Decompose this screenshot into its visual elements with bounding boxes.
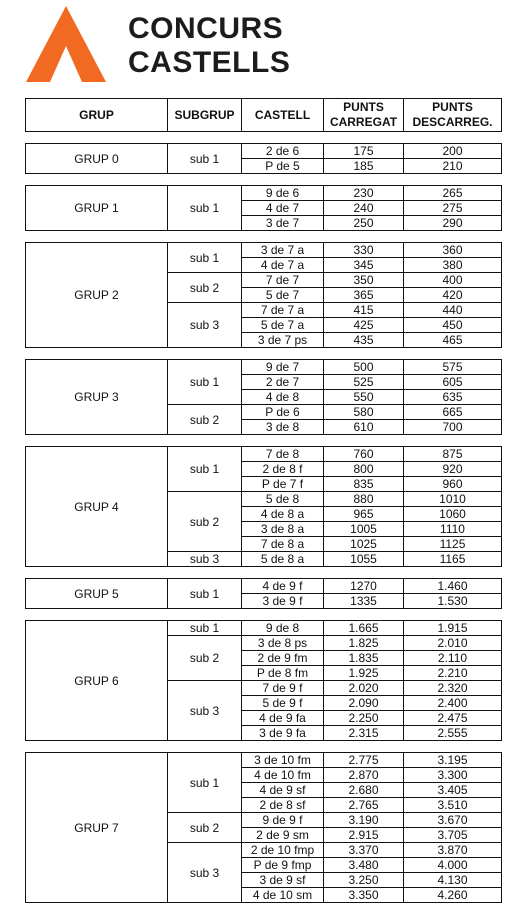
- punts-descarreg-cell: 1.460: [404, 579, 502, 594]
- punts-carregat-cell: 525: [324, 375, 404, 390]
- punts-carregat-cell: 835: [324, 477, 404, 492]
- header-punts-descarreg: PUNTS DESCARREG.: [404, 99, 502, 132]
- punts-carregat-cell: 1.925: [324, 666, 404, 681]
- punts-carregat-cell: 415: [324, 303, 404, 318]
- punts-carregat-cell: 1270: [324, 579, 404, 594]
- castell-cell: 7 de 8: [242, 447, 324, 462]
- punts-descarreg-cell: 1.915: [404, 621, 502, 636]
- spacer-cell: [26, 348, 502, 360]
- punts-descarreg-cell: 920: [404, 462, 502, 477]
- punts-carregat-cell: 1.835: [324, 651, 404, 666]
- castell-cell: 7 de 8 a: [242, 537, 324, 552]
- subgroup-cell: sub 3: [168, 843, 242, 903]
- punts-carregat-cell: 3.250: [324, 873, 404, 888]
- punts-descarreg-cell: 4.000: [404, 858, 502, 873]
- punts-carregat-cell: 580: [324, 405, 404, 420]
- punts-descarreg-cell: 420: [404, 288, 502, 303]
- logo-text-line1: CONCURS: [128, 12, 284, 45]
- punts-carregat-cell: 800: [324, 462, 404, 477]
- spacer-cell: [26, 609, 502, 621]
- punts-carregat-cell: 3.370: [324, 843, 404, 858]
- castell-cell: 5 de 9 f: [242, 696, 324, 711]
- castell-cell: 7 de 9 f: [242, 681, 324, 696]
- castell-cell: 2 de 6: [242, 144, 324, 159]
- castell-cell: 2 de 8 sf: [242, 798, 324, 813]
- punts-carregat-cell: 2.870: [324, 768, 404, 783]
- group-name-cell: GRUP 2: [26, 243, 168, 348]
- castell-cell: 4 de 8: [242, 390, 324, 405]
- punts-descarreg-cell: 4.130: [404, 873, 502, 888]
- punts-carregat-cell: 1.665: [324, 621, 404, 636]
- castell-cell: 3 de 8 ps: [242, 636, 324, 651]
- table-row: [26, 360, 502, 375]
- punts-carregat-cell: 435: [324, 333, 404, 348]
- punts-descarreg-cell: 1060: [404, 507, 502, 522]
- subgroup-cell: sub 3: [168, 681, 242, 741]
- subgroup-cell: sub 2: [168, 813, 242, 843]
- subgroup-cell: sub 3: [168, 303, 242, 348]
- castell-cell: 3 de 7 ps: [242, 333, 324, 348]
- castell-cell: 7 de 7: [242, 273, 324, 288]
- punts-carregat-cell: 250: [324, 216, 404, 231]
- spacer-cell: [26, 567, 502, 579]
- punts-descarreg-cell: 380: [404, 258, 502, 273]
- punts-descarreg-cell: 700: [404, 420, 502, 435]
- punts-descarreg-cell: 3.705: [404, 828, 502, 843]
- castell-cell: 5 de 7 a: [242, 318, 324, 333]
- logo-triangle-icon: [26, 6, 106, 82]
- punts-carregat-cell: 230: [324, 186, 404, 201]
- punts-descarreg-cell: 210: [404, 159, 502, 174]
- punts-descarreg-cell: 2.320: [404, 681, 502, 696]
- castell-cell: 3 de 9 fa: [242, 726, 324, 741]
- punts-descarreg-cell: 2.400: [404, 696, 502, 711]
- group-spacer: [26, 174, 502, 186]
- punts-carregat-cell: 2.090: [324, 696, 404, 711]
- punts-carregat-cell: 500: [324, 360, 404, 375]
- subgroup-cell: sub 1: [168, 621, 242, 636]
- punts-descarreg-cell: 875: [404, 447, 502, 462]
- subgroup-cell: sub 2: [168, 405, 242, 435]
- castell-cell: P de 7 f: [242, 477, 324, 492]
- punts-descarreg-cell: 400: [404, 273, 502, 288]
- punts-descarreg-cell: 3.510: [404, 798, 502, 813]
- punts-descarreg-cell: 3.405: [404, 783, 502, 798]
- punts-carregat-cell: 1055: [324, 552, 404, 567]
- punts-descarreg-cell: 450: [404, 318, 502, 333]
- castell-cell: P de 6: [242, 405, 324, 420]
- group-name-cell: GRUP 0: [26, 144, 168, 174]
- castell-cell: 4 de 7 a: [242, 258, 324, 273]
- logo-text-line2: CASTELLS: [128, 46, 291, 79]
- subgroup-cell: sub 1: [168, 186, 242, 231]
- castell-cell: 2 de 9 sm: [242, 828, 324, 843]
- punts-descarreg-cell: 2.475: [404, 711, 502, 726]
- table-row: [26, 447, 502, 462]
- group-spacer: [26, 741, 502, 753]
- punts-descarreg-cell: 3.670: [404, 813, 502, 828]
- castell-cell: 4 de 9 sf: [242, 783, 324, 798]
- punts-carregat-cell: 330: [324, 243, 404, 258]
- punts-descarreg-cell: 665: [404, 405, 502, 420]
- punts-descarreg-cell: 290: [404, 216, 502, 231]
- castell-cell: P de 5: [242, 159, 324, 174]
- punts-descarreg-cell: 3.870: [404, 843, 502, 858]
- group-spacer: [26, 567, 502, 579]
- castell-cell: 3 de 7 a: [242, 243, 324, 258]
- castell-cell: 2 de 7: [242, 375, 324, 390]
- castell-cell: 4 de 10 fm: [242, 768, 324, 783]
- punts-carregat-cell: 1025: [324, 537, 404, 552]
- punts-descarreg-cell: 1.530: [404, 594, 502, 609]
- punts-carregat-cell: 365: [324, 288, 404, 303]
- punts-descarreg-cell: 1165: [404, 552, 502, 567]
- castell-cell: 2 de 9 fm: [242, 651, 324, 666]
- punts-descarreg-cell: 360: [404, 243, 502, 258]
- castell-cell: 9 de 8: [242, 621, 324, 636]
- punts-descarreg-cell: 200: [404, 144, 502, 159]
- spacer-cell: [26, 435, 502, 447]
- punts-descarreg-cell: 4.260: [404, 888, 502, 903]
- punts-carregat-cell: 3.350: [324, 888, 404, 903]
- group-name-cell: GRUP 3: [26, 360, 168, 435]
- punts-carregat-cell: 175: [324, 144, 404, 159]
- table-row: [26, 243, 502, 258]
- punts-carregat-cell: 2.250: [324, 711, 404, 726]
- punts-carregat-cell: 760: [324, 447, 404, 462]
- punts-descarreg-cell: 275: [404, 201, 502, 216]
- punts-carregat-cell: 550: [324, 390, 404, 405]
- castell-cell: 3 de 8 a: [242, 522, 324, 537]
- spacer-cell: [26, 132, 502, 144]
- group-spacer: [26, 435, 502, 447]
- castell-cell: 9 de 9 f: [242, 813, 324, 828]
- castell-cell: 5 de 8 a: [242, 552, 324, 567]
- castell-cell: 4 de 9 fa: [242, 711, 324, 726]
- castell-cell: 3 de 10 fm: [242, 753, 324, 768]
- group-spacer: [26, 231, 502, 243]
- castell-cell: 2 de 10 fmp: [242, 843, 324, 858]
- punts-descarreg-cell: 635: [404, 390, 502, 405]
- castell-cell: 4 de 7: [242, 201, 324, 216]
- punts-carregat-cell: 610: [324, 420, 404, 435]
- punts-descarreg-cell: 2.210: [404, 666, 502, 681]
- table-row: [26, 621, 502, 636]
- punts-carregat-cell: 350: [324, 273, 404, 288]
- punts-descarreg-cell: 605: [404, 375, 502, 390]
- group-name-cell: GRUP 5: [26, 579, 168, 609]
- castell-cell: 4 de 8 a: [242, 507, 324, 522]
- castell-cell: 2 de 8 f: [242, 462, 324, 477]
- spacer-cell: [26, 231, 502, 243]
- punts-carregat-cell: 425: [324, 318, 404, 333]
- castell-cell: 3 de 7: [242, 216, 324, 231]
- subgroup-cell: sub 3: [168, 552, 242, 567]
- punts-carregat-cell: 880: [324, 492, 404, 507]
- punts-carregat-cell: 240: [324, 201, 404, 216]
- concurs-castells-logo: [26, 6, 291, 84]
- punts-descarreg-cell: 575: [404, 360, 502, 375]
- header-punts-carregat: PUNTS CARREGAT: [324, 99, 404, 132]
- group-name-cell: GRUP 7: [26, 753, 168, 903]
- punts-descarreg-cell: 2.010: [404, 636, 502, 651]
- group-name-cell: GRUP 6: [26, 621, 168, 741]
- table-row: [26, 186, 502, 201]
- subgroup-cell: sub 1: [168, 144, 242, 174]
- punts-descarreg-cell: 2.555: [404, 726, 502, 741]
- group-spacer: [26, 609, 502, 621]
- subgroup-cell: sub 2: [168, 492, 242, 552]
- punts-carregat-cell: 185: [324, 159, 404, 174]
- punts-carregat-cell: 3.480: [324, 858, 404, 873]
- punts-descarreg-cell: 1110: [404, 522, 502, 537]
- castell-cell: 3 de 8: [242, 420, 324, 435]
- subgroup-cell: sub 1: [168, 447, 242, 492]
- punts-carregat-cell: 3.190: [324, 813, 404, 828]
- castell-cell: 9 de 7: [242, 360, 324, 375]
- subgroup-cell: sub 1: [168, 243, 242, 273]
- spacer-cell: [26, 174, 502, 186]
- punts-carregat-cell: 1335: [324, 594, 404, 609]
- punts-carregat-cell: 965: [324, 507, 404, 522]
- subgroup-cell: sub 1: [168, 753, 242, 813]
- group-name-cell: GRUP 4: [26, 447, 168, 567]
- castell-cell: P de 9 fmp: [242, 858, 324, 873]
- punts-descarreg-cell: 1125: [404, 537, 502, 552]
- castell-cell: 4 de 10 sm: [242, 888, 324, 903]
- punts-carregat-cell: 2.765: [324, 798, 404, 813]
- subgroup-cell: sub 1: [168, 579, 242, 609]
- table-row: [26, 753, 502, 768]
- punts-carregat-cell: 345: [324, 258, 404, 273]
- table-row: [26, 579, 502, 594]
- punts-carregat-cell: 1005: [324, 522, 404, 537]
- punts-carregat-cell: 2.775: [324, 753, 404, 768]
- subgroup-cell: sub 2: [168, 636, 242, 681]
- castell-cell: 7 de 7 a: [242, 303, 324, 318]
- punts-descarreg-cell: 1010: [404, 492, 502, 507]
- subgroup-cell: sub 2: [168, 273, 242, 303]
- header-grup: GRUP: [26, 99, 168, 132]
- castell-cell: 9 de 6: [242, 186, 324, 201]
- table-header-row: [26, 99, 502, 132]
- header-subgrup: SUBGRUP: [168, 99, 242, 132]
- group-spacer: [26, 348, 502, 360]
- castell-cell: 3 de 9 f: [242, 594, 324, 609]
- subgroup-cell: sub 1: [168, 360, 242, 405]
- punts-descarreg-cell: 2.110: [404, 651, 502, 666]
- spacer-cell: [26, 741, 502, 753]
- punts-descarreg-cell: 960: [404, 477, 502, 492]
- punts-descarreg-cell: 3.195: [404, 753, 502, 768]
- punts-descarreg-cell: 440: [404, 303, 502, 318]
- castell-cell: 5 de 7: [242, 288, 324, 303]
- punts-carregat-cell: 2.915: [324, 828, 404, 843]
- punts-carregat-cell: 2.680: [324, 783, 404, 798]
- punts-descarreg-cell: 465: [404, 333, 502, 348]
- header-castell: CASTELL: [242, 99, 324, 132]
- punts-descarreg-cell: 265: [404, 186, 502, 201]
- points-table: [25, 98, 502, 903]
- group-spacer: [26, 132, 502, 144]
- punts-carregat-cell: 2.020: [324, 681, 404, 696]
- punts-carregat-cell: 1.825: [324, 636, 404, 651]
- castell-cell: 5 de 8: [242, 492, 324, 507]
- punts-descarreg-cell: 3.300: [404, 768, 502, 783]
- castell-cell: 4 de 9 f: [242, 579, 324, 594]
- castell-cell: P de 8 fm: [242, 666, 324, 681]
- table-row: [26, 144, 502, 159]
- castell-cell: 3 de 9 sf: [242, 873, 324, 888]
- punts-carregat-cell: 2.315: [324, 726, 404, 741]
- group-name-cell: GRUP 1: [26, 186, 168, 231]
